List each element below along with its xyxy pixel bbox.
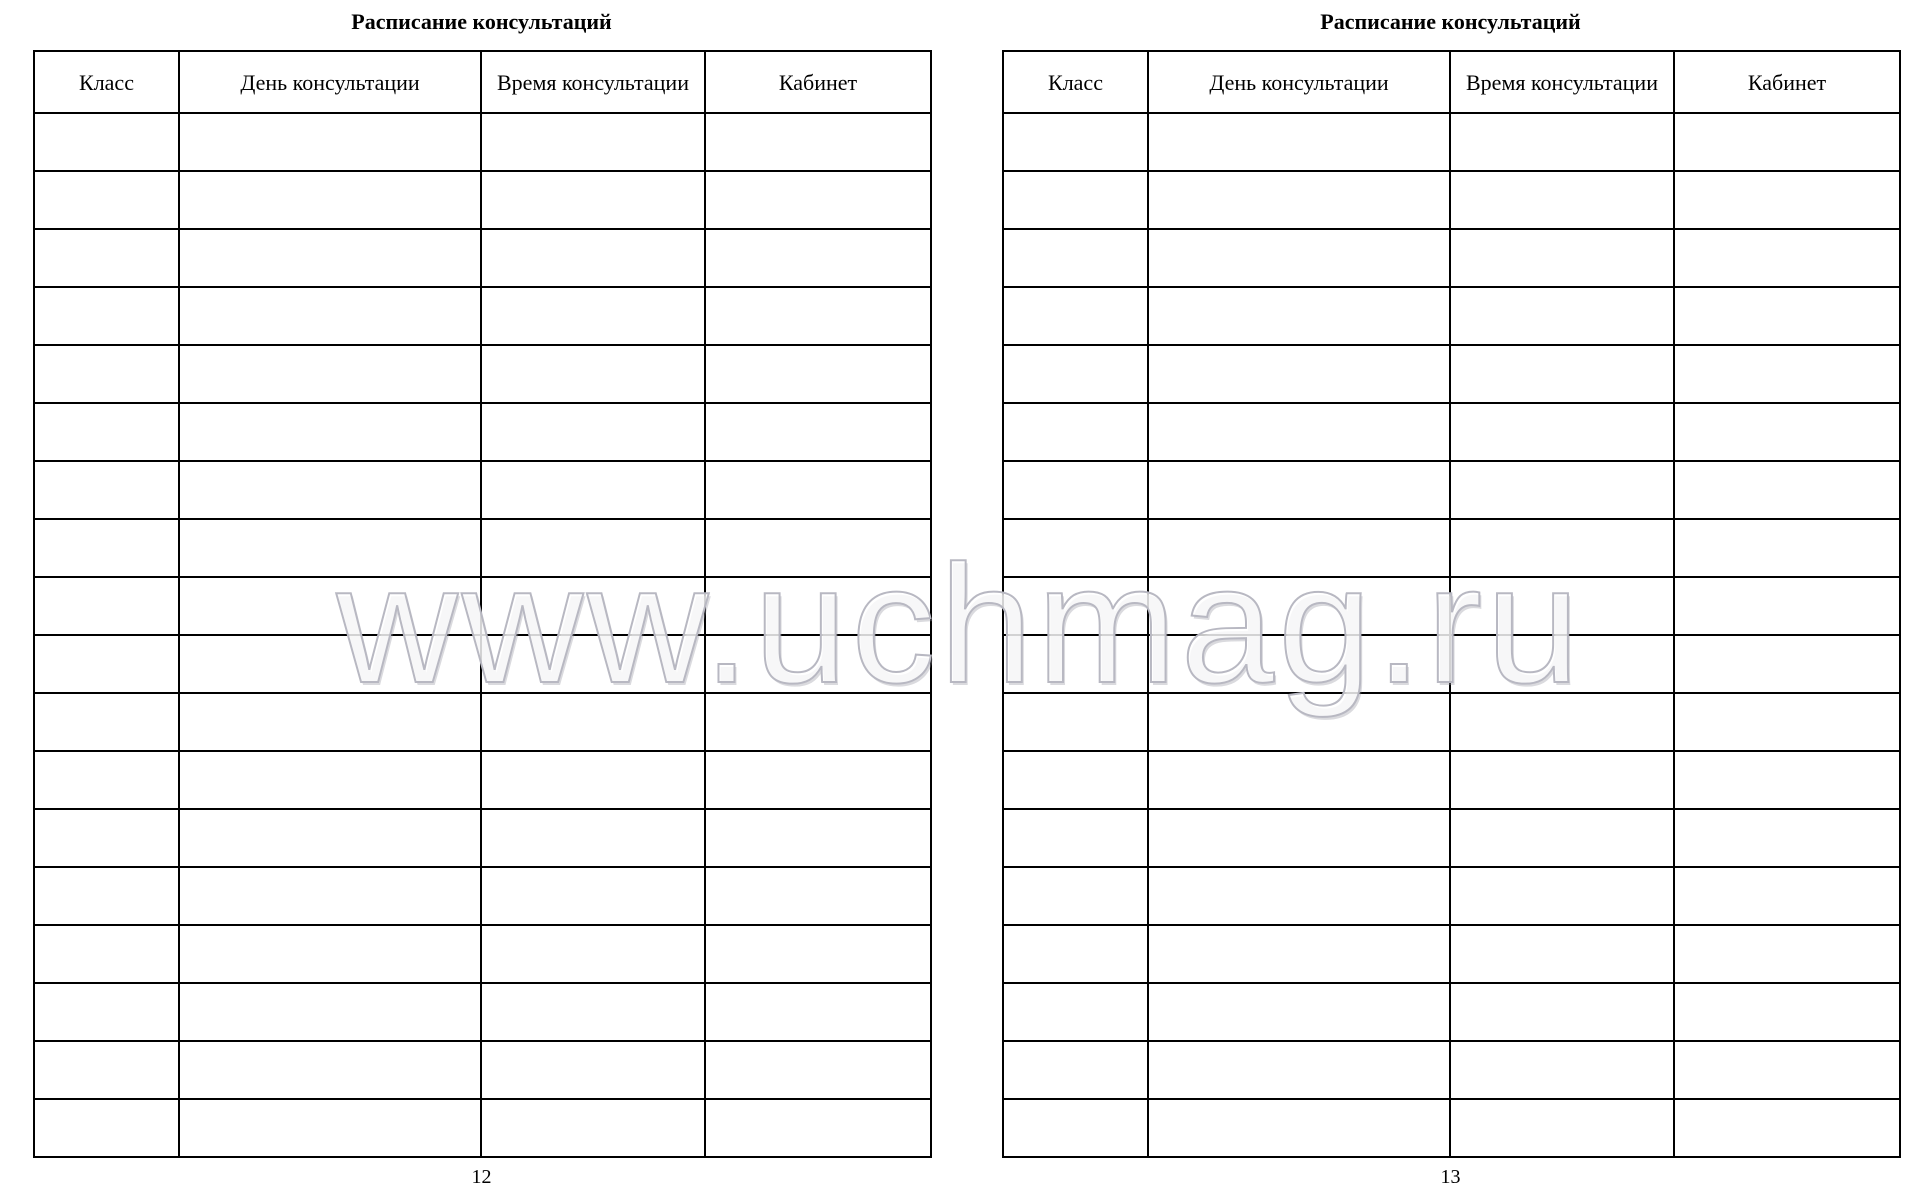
page-title: Расписание консультаций xyxy=(351,9,612,34)
table-row xyxy=(34,925,931,983)
cell-time xyxy=(1450,925,1674,983)
page-title: Расписание консультаций xyxy=(1320,9,1581,34)
cell-room xyxy=(1674,113,1900,171)
cell-time xyxy=(1450,867,1674,925)
cell-class xyxy=(1003,461,1148,519)
table-row xyxy=(34,1041,931,1099)
cell-day xyxy=(1148,983,1450,1041)
cell-time xyxy=(1450,519,1674,577)
cell-day xyxy=(1148,693,1450,751)
cell-time xyxy=(481,403,705,461)
table-row xyxy=(1003,461,1900,519)
table-row xyxy=(34,751,931,809)
cell-room xyxy=(1674,1041,1900,1099)
table-header-row xyxy=(34,51,931,113)
cell-time xyxy=(1450,345,1674,403)
table-row xyxy=(34,867,931,925)
cell-class xyxy=(34,519,179,577)
cell-day xyxy=(179,403,481,461)
cell-time xyxy=(1450,287,1674,345)
cell-room xyxy=(705,751,931,809)
watermark: www.uchmag.ru xyxy=(336,530,1584,718)
cell-time xyxy=(1450,229,1674,287)
cell-room xyxy=(705,171,931,229)
left-page xyxy=(33,0,930,1193)
cell-room xyxy=(705,287,931,345)
table-row xyxy=(34,983,931,1041)
cell-time xyxy=(481,751,705,809)
cell-time xyxy=(481,809,705,867)
table-row xyxy=(34,577,931,635)
cell-room xyxy=(1674,1099,1900,1157)
consultation-schedule-table xyxy=(1002,50,1901,1158)
cell-class xyxy=(1003,635,1148,693)
cell-class xyxy=(1003,1099,1148,1157)
column-header-time: Время консультации xyxy=(481,51,705,113)
cell-day xyxy=(179,519,481,577)
cell-day xyxy=(1148,229,1450,287)
cell-class xyxy=(1003,867,1148,925)
cell-time xyxy=(1450,461,1674,519)
cell-class xyxy=(34,1041,179,1099)
cell-day xyxy=(179,809,481,867)
table-row xyxy=(1003,693,1900,751)
cell-time xyxy=(481,171,705,229)
cell-class xyxy=(34,113,179,171)
cell-class xyxy=(1003,983,1148,1041)
cell-class xyxy=(34,983,179,1041)
cell-day xyxy=(179,983,481,1041)
cell-class xyxy=(34,171,179,229)
cell-day xyxy=(179,1099,481,1157)
cell-room xyxy=(705,403,931,461)
table-row xyxy=(1003,751,1900,809)
cell-room xyxy=(1674,287,1900,345)
cell-time xyxy=(481,461,705,519)
table-row xyxy=(1003,809,1900,867)
cell-day xyxy=(179,635,481,693)
cell-class xyxy=(1003,1041,1148,1099)
column-header-room: Кабинет xyxy=(1674,51,1900,113)
cell-time xyxy=(481,577,705,635)
cell-room xyxy=(1674,925,1900,983)
cell-time xyxy=(481,925,705,983)
cell-room xyxy=(1674,229,1900,287)
cell-class xyxy=(34,229,179,287)
cell-time xyxy=(1450,113,1674,171)
cell-time xyxy=(1450,1041,1674,1099)
cell-time xyxy=(1450,1099,1674,1157)
cell-day xyxy=(179,751,481,809)
cell-room xyxy=(1674,461,1900,519)
right-page xyxy=(1002,0,1899,1193)
table-body xyxy=(1003,113,1900,1157)
cell-room xyxy=(705,577,931,635)
cell-day xyxy=(1148,519,1450,577)
cell-time xyxy=(481,983,705,1041)
cell-class xyxy=(1003,345,1148,403)
cell-day xyxy=(1148,171,1450,229)
table-row xyxy=(34,229,931,287)
cell-room xyxy=(1674,345,1900,403)
cell-day xyxy=(179,461,481,519)
cell-class xyxy=(1003,113,1148,171)
cell-class xyxy=(34,345,179,403)
cell-class xyxy=(1003,519,1148,577)
cell-time xyxy=(1450,809,1674,867)
cell-class xyxy=(34,403,179,461)
table-row xyxy=(1003,403,1900,461)
cell-time xyxy=(1450,171,1674,229)
cell-room xyxy=(705,461,931,519)
table-row xyxy=(1003,345,1900,403)
cell-room xyxy=(1674,519,1900,577)
cell-class xyxy=(34,867,179,925)
cell-class xyxy=(1003,577,1148,635)
cell-time xyxy=(481,635,705,693)
cell-class xyxy=(1003,287,1148,345)
cell-room xyxy=(1674,983,1900,1041)
cell-class xyxy=(34,693,179,751)
column-header-class: Класс xyxy=(34,51,179,113)
cell-class xyxy=(34,925,179,983)
cell-day xyxy=(179,1041,481,1099)
cell-time xyxy=(481,693,705,751)
cell-class xyxy=(1003,403,1148,461)
cell-day xyxy=(179,113,481,171)
cell-day xyxy=(1148,925,1450,983)
cell-day xyxy=(1148,287,1450,345)
cell-class xyxy=(34,809,179,867)
cell-day xyxy=(179,925,481,983)
cell-room xyxy=(1674,751,1900,809)
table-row xyxy=(34,171,931,229)
table-row xyxy=(1003,519,1900,577)
cell-day xyxy=(179,171,481,229)
cell-day xyxy=(1148,809,1450,867)
cell-time xyxy=(481,345,705,403)
cell-time xyxy=(481,113,705,171)
cell-class xyxy=(1003,171,1148,229)
cell-time xyxy=(481,1041,705,1099)
column-header-day: День консультации xyxy=(179,51,481,113)
table-row xyxy=(1003,287,1900,345)
cell-time xyxy=(481,867,705,925)
cell-class xyxy=(34,461,179,519)
column-header-time: Время консультации xyxy=(1450,51,1674,113)
cell-day xyxy=(1148,867,1450,925)
table-row xyxy=(1003,983,1900,1041)
cell-room xyxy=(705,635,931,693)
table-row xyxy=(34,113,931,171)
cell-room xyxy=(705,693,931,751)
cell-class xyxy=(34,287,179,345)
cell-class xyxy=(1003,229,1148,287)
cell-class xyxy=(1003,751,1148,809)
page-number: 13 xyxy=(1440,1166,1461,1188)
cell-time xyxy=(1450,403,1674,461)
cell-class xyxy=(1003,809,1148,867)
cell-room xyxy=(1674,171,1900,229)
cell-room xyxy=(1674,693,1900,751)
cell-room xyxy=(705,345,931,403)
table-row xyxy=(1003,577,1900,635)
cell-time xyxy=(481,229,705,287)
cell-class xyxy=(34,635,179,693)
table-row xyxy=(1003,1099,1900,1157)
cell-room xyxy=(1674,867,1900,925)
cell-room xyxy=(705,1099,931,1157)
table-row xyxy=(34,461,931,519)
cell-time xyxy=(1450,635,1674,693)
column-header-room: Кабинет xyxy=(705,51,931,113)
table-row xyxy=(1003,113,1900,171)
table-row xyxy=(1003,1041,1900,1099)
cell-time xyxy=(1450,751,1674,809)
cell-day xyxy=(179,867,481,925)
table-row xyxy=(1003,867,1900,925)
cell-day xyxy=(179,693,481,751)
table-row xyxy=(1003,635,1900,693)
cell-room xyxy=(705,519,931,577)
cell-room xyxy=(705,229,931,287)
cell-class xyxy=(1003,925,1148,983)
cell-room xyxy=(705,867,931,925)
cell-room xyxy=(1674,635,1900,693)
cell-day xyxy=(1148,345,1450,403)
table-row xyxy=(34,1099,931,1157)
table-header-row xyxy=(1003,51,1900,113)
cell-time xyxy=(481,519,705,577)
cell-day xyxy=(1148,403,1450,461)
cell-time xyxy=(1450,983,1674,1041)
table-row xyxy=(34,693,931,751)
table-row xyxy=(1003,171,1900,229)
column-header-day: День консультации xyxy=(1148,51,1450,113)
cell-time xyxy=(481,1099,705,1157)
cell-day xyxy=(1148,113,1450,171)
cell-room xyxy=(1674,403,1900,461)
table-row xyxy=(1003,229,1900,287)
cell-room xyxy=(705,983,931,1041)
cell-day xyxy=(1148,635,1450,693)
cell-day xyxy=(179,577,481,635)
table-row xyxy=(1003,925,1900,983)
table-row xyxy=(34,519,931,577)
cell-day xyxy=(1148,1099,1450,1157)
page-number: 12 xyxy=(471,1166,492,1188)
cell-day xyxy=(1148,1041,1450,1099)
table-row xyxy=(34,403,931,461)
cell-time xyxy=(1450,693,1674,751)
table-body xyxy=(34,113,931,1157)
cell-day xyxy=(1148,751,1450,809)
table-row xyxy=(34,345,931,403)
column-header-class: Класс xyxy=(1003,51,1148,113)
cell-room xyxy=(705,925,931,983)
cell-day xyxy=(179,287,481,345)
cell-room xyxy=(1674,809,1900,867)
cell-class xyxy=(34,1099,179,1157)
cell-day xyxy=(1148,577,1450,635)
table-row xyxy=(34,287,931,345)
cell-day xyxy=(179,229,481,287)
cell-class xyxy=(34,751,179,809)
cell-class xyxy=(34,577,179,635)
cell-time xyxy=(481,287,705,345)
cell-room xyxy=(705,113,931,171)
cell-day xyxy=(179,345,481,403)
cell-room xyxy=(1674,577,1900,635)
consultation-schedule-table xyxy=(33,50,932,1158)
cell-time xyxy=(1450,577,1674,635)
cell-room xyxy=(705,809,931,867)
cell-class xyxy=(1003,693,1148,751)
cell-day xyxy=(1148,461,1450,519)
cell-room xyxy=(705,1041,931,1099)
table-row xyxy=(34,809,931,867)
table-row xyxy=(34,635,931,693)
